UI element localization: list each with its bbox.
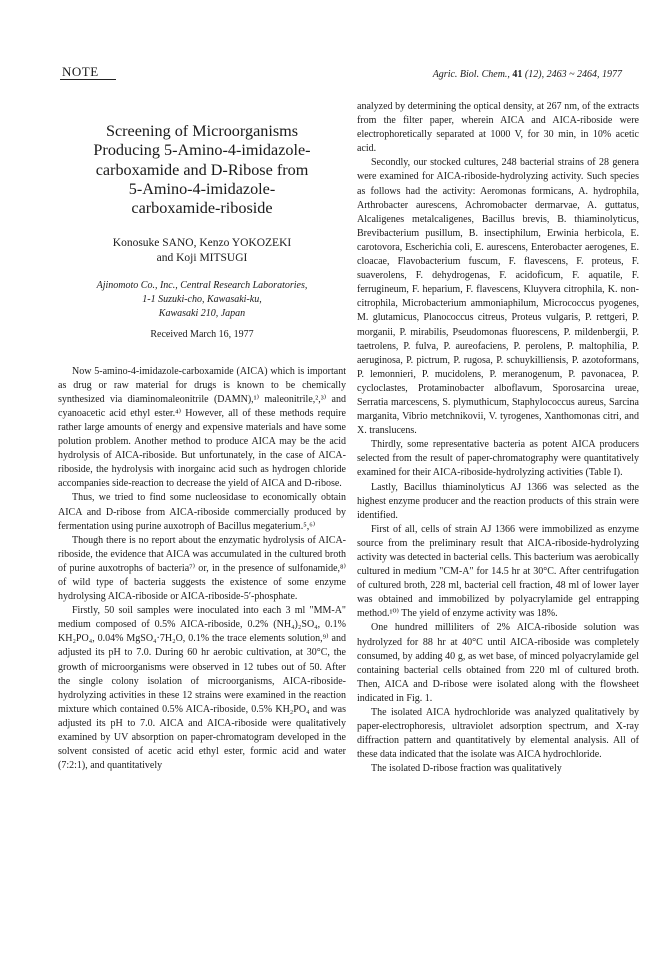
- body-paragraph: The isolated AICA hydrochloride was analyzed qualitatively by paper-electrophoresis, ultraviolet adsorption spectrum, and X-ray diffraction pattern and quantitatively by elemental analysis. All of these data indicated that the isolate was AICA hydrochloride.: [357, 707, 639, 761]
- affiliation-line: Kawasaki 210, Japan: [158, 308, 246, 320]
- title-line: Producing 5-Amino-4-imidazole-: [93, 141, 311, 160]
- title-line: 5-Amino-4-imidazole-: [128, 179, 276, 198]
- affiliation: [58, 279, 346, 321]
- body-paragraph: Firstly, 50 soil samples were inoculated into each 3 ml "MM-A" medium composed of 0.5% AICA-riboside, 0.2% (NH₄)₂SO₄, 0.1% KH₂PO₄, 0.04% MgSO₄·7H₂O, 0.1% the trace elements solution,⁹⁾ and adjusted its pH to 7.0. During 60 hr aerobic cultivation, at 30°C, the growth of microorganisms were observed in 12 tubes out of 50. After the single colony isolation of microorganisms, AICA-riboside-hydrolyzing activities in these 12 strains were examined in the reaction mixture which contained 0.5% AICA-riboside, 0.5% KH₂PO₄ and was adjusted its pH to 7.0. AICA and AICA-riboside were qualitatively examined by UV absorption on paper-chromatogram developed in the solvent consisted of acetic acid ethyl ester, formic acid and water (7:2:1), and quantitatively: [58, 605, 346, 772]
- journal-name: Agric. Biol. Chem.,: [432, 69, 513, 80]
- body-paragraph: Though there is no report about the enzymatic hydrolysis of AICA-riboside, the evidence that AICA was accumulated in the cultured broth of purine auxotrophs of bacteria⁷⁾ or, in the presence of sulfonamide,⁸⁾ of wild type of bacteria suggests the existence of some enzyme hydrolysing AICA-riboside or AICA-riboside-5′-phosphate.: [58, 534, 346, 603]
- title-line: carboxamide and D-Ribose from: [95, 160, 309, 179]
- body-paragraph: analyzed by determining the optical density, at 267 nm, of the extracts from the filter paper, wherein AICA and AICA-riboside were electrophoretically separated at 1000 V, for 30 min, in 10% acetic acid.: [357, 101, 639, 155]
- body-paragraph: One hundred milliliters of 2% AICA-riboside solution was hydrolyzed for 88 hr at 40°C until AICA-riboside was completely consumed, by adding 40 g, as wet base, of minced polyacrylamide gel containing bacterial cells obtained from 220 ml of cultured broth. Then, AICA and D-ribose were isolated along with the flowsheet indicated in Fig. 1.: [357, 622, 639, 704]
- affiliation-line: Ajinomoto Co., Inc., Central Research Laboratories,: [96, 280, 308, 292]
- journal-citation: [433, 69, 622, 80]
- body-paragraph: First of all, cells of strain AJ 1366 were immobilized as enzyme source from the preliminary result that AICA-riboside-hydrolyzing activity was detected in bacterial cells. This bacterium was aerobically cultured in medium "CM-A" for 14.5 hr at 30°C. After centrifugation of cultured broth, 228 ml, bacterial cell fraction, 48 ml of lower layer was obtained and immobilized by polyacrylamide gel entrapping method.¹⁰⁾ The yield of enzyme activity was 18%.: [357, 523, 639, 620]
- left-column: [58, 100, 346, 773]
- note-label: NOTE: [62, 64, 99, 79]
- authors-line: Konosuke SANO, Kenzo YOKOZEKI: [112, 237, 292, 250]
- body-paragraph: Thus, we tried to find some nucleosidase to economically obtain AICA and D-ribose from AICA-riboside commercially produced by fermentation using purine auxotroph of Bacillus megaterium.⁵,⁶⁾: [58, 492, 346, 532]
- received-date: Received March 16, 1977: [150, 329, 254, 341]
- right-column: [357, 100, 639, 777]
- article-title: [58, 122, 346, 218]
- body-paragraph: Secondly, our stocked cultures, 248 bacterial strains of 28 genera were examined for AICA-riboside-hydrolyzing activity. Such species as follows had the activity: Aeromonas formicans, A. hydrophila, Arthrobacter aurescens, Achromobacter dermarvae, A. guttatus, Alcaligenes metalcaligenes, Bacillus brevis, B. thiaminolyticus, Brevibacterium pusillum, B. insectiphilum, Erwinia herbicola, E. carotovora, Escherichia coli, E. aurescens, Enterobacter aerogenes, E. cloacae, Flavobacterium fuscum, F. flavescens, F. proteus, F. suaverolens, F. dehydrogenas, F. acidoficum, F. aquatile, F. ferrugineum, F. heparium, F. flavescens, Kluyvera citrophila, K. non-citrophila, Microbacterium ammoniaphilum, Micrococcus pyogenes, M. glutamicus, Planococcus citreus, Proteus vulgaris, P. rettgeri, P. morganii, P. mirabilis, Pseudomonas fluorescens, P. mildenbergii, P. taetrolens, P. fulva, P. aureofaciens, P. perolens, P. maltophilia, P. aeruginosa, P. pictrum, P. rugosa, P. schuykilliensis, P. azotoformans, P. lemonnieri, P. mucidolens, P. meranogenum, P. pavonacea, P. cycloclastes, Protaminobacter alboflavum, Sporosarcina ureae, Serratia marcescens, S. plymuthicum, Staphylococcus aureus, Sarcina marganita, Vibrio metchnikovii, V. tyrogenes, Xanthomonas citri, and X. translucens.: [357, 157, 639, 437]
- authors-line: and Koji MITSUGI: [156, 252, 248, 265]
- journal-issue-pages: (12), 2463 ~ 2464, 1977: [522, 69, 622, 80]
- authors: [58, 236, 346, 266]
- affiliation-line: 1-1 Suzuki-cho, Kawasaki-ku,: [142, 294, 262, 306]
- note-underline: [60, 79, 116, 80]
- title-line: Screening of Microorganisms: [105, 122, 299, 140]
- body-paragraph: Lastly, Bacillus thiaminolyticus AJ 1366 was selected as the highest enzyme producer and the reaction products of this strain were identified.: [357, 481, 639, 521]
- body-paragraph: Now 5-amino-4-imidazole-carboxamide (AICA) which is important as drug or raw material for drugs is known to be chemically synthesized via diaminomalеonitrile (DAMN),¹⁾ maleonitrile,²,³⁾ and cyanoacetic acid ethyl ester.⁴⁾ However, all of these methods require rather large amounts of energy and expensive materials and have some polution problem. Another method to produce AICA may be the acid hydrolysis of AICA-riboside. But unfortunately, in the case of AICA-riboside, the hydrolysis with inorgainc acid such as hydrogen chloride accompanies side-reaction to decrease the yield of AICA and D-ribose.: [58, 365, 346, 490]
- title-line: carboxamide-riboside: [131, 199, 273, 218]
- body-paragraph: Thirdly, some representative bacteria as potent AICA producers selected from the result of paper-chromatography were quantitatively examined for their AICA-riboside-hydrolyzing activities (Table I).: [357, 439, 639, 479]
- journal-volume: 41: [512, 69, 523, 80]
- body-paragraph: The isolated D-ribose fraction was qualitatively: [371, 763, 562, 775]
